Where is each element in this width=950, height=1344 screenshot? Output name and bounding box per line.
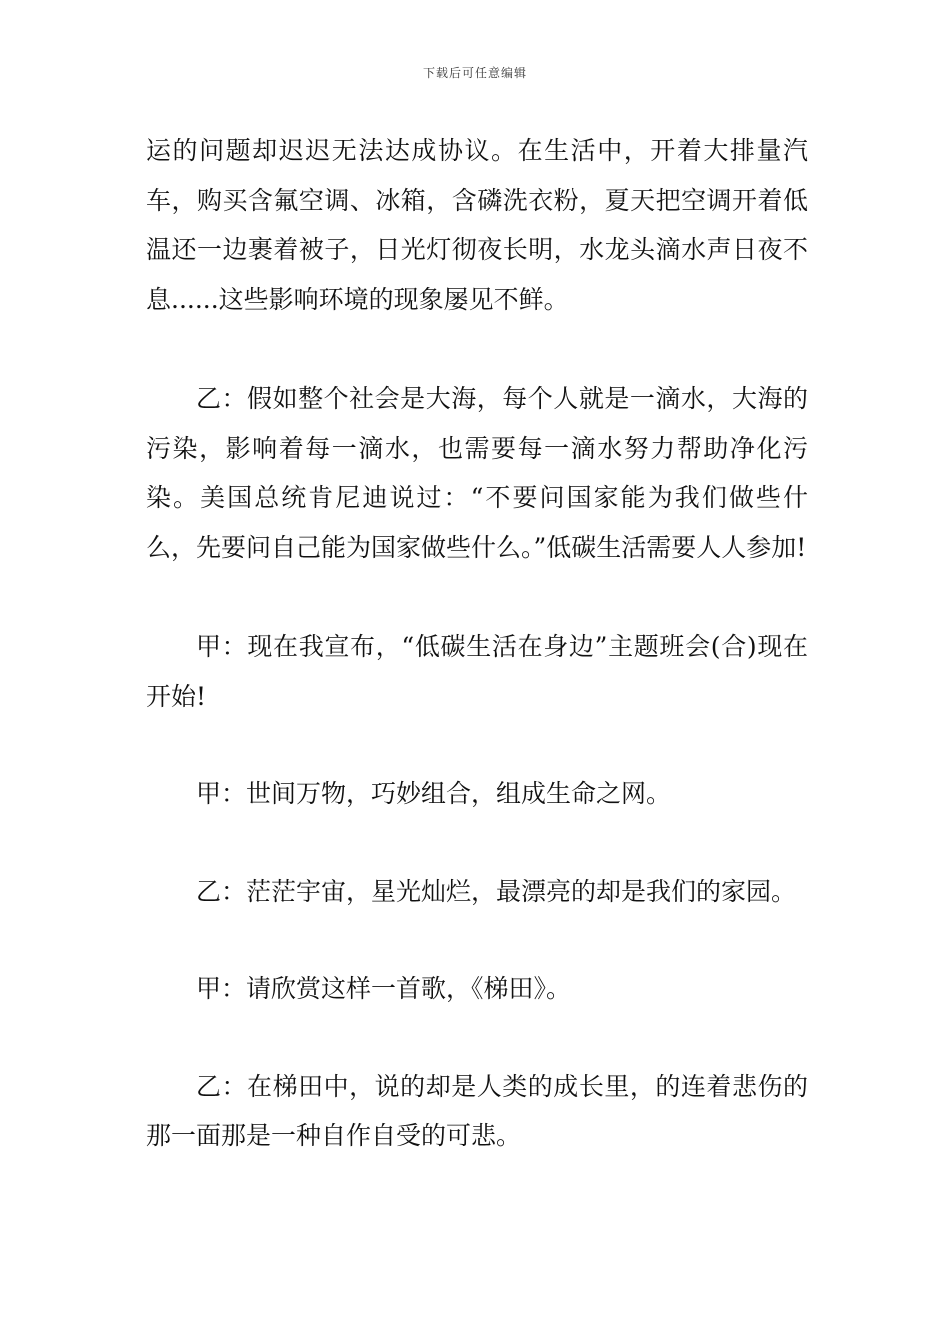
paragraph-1: 运的问题却迟迟无法达成协议。在生活中，开着大排量汽车，购买含氟空调、冰箱，含磷洗衣粉，夏天把空调开着低温还一边裹着被子，日光灯彻夜长明，水龙头滴水声日夜不息......这些影响环境的现象屡见不鲜。 <box>146 136 808 314</box>
page-header: 下载后可任意编辑 <box>422 66 527 80</box>
paragraph-3: 甲：现在我宣布，“低碳生活在身边”主题班会(合)现在开始! <box>146 632 808 711</box>
paragraph-5: 乙：茫茫宇宙，星光灿烂，最漂亮的却是我们的家园。 <box>196 876 797 906</box>
document-body <box>146 126 808 1161</box>
paragraph-spacer <box>146 819 808 867</box>
paragraph-6: 甲：请欣赏这样一首歌，《梯田》。 <box>196 974 572 1003</box>
paragraph-spacer <box>146 572 808 622</box>
paragraph-spacer <box>146 1014 808 1062</box>
paragraph-7: 乙：在梯田中，说的却是人类的成长里，的连着悲伤的那一面那是一种自作自受的可悲。 <box>146 1071 808 1150</box>
paragraph-2: 乙：假如整个社会是大海，每个人就是一滴水，大海的污染，影响着每一滴水，也需要每一滴水努力帮助净化污染。美国总统肯尼迪说过：“不要问国家能为我们做些什么，先要问自己能为国家做些什么。”低碳生活需要人人参加! <box>146 384 808 562</box>
paragraph-spacer <box>146 916 808 964</box>
paragraph-4: 甲：世间万物，巧妙组合，组成生命之网。 <box>196 779 672 808</box>
paragraph-spacer <box>146 324 808 374</box>
paragraph-spacer <box>146 721 808 769</box>
